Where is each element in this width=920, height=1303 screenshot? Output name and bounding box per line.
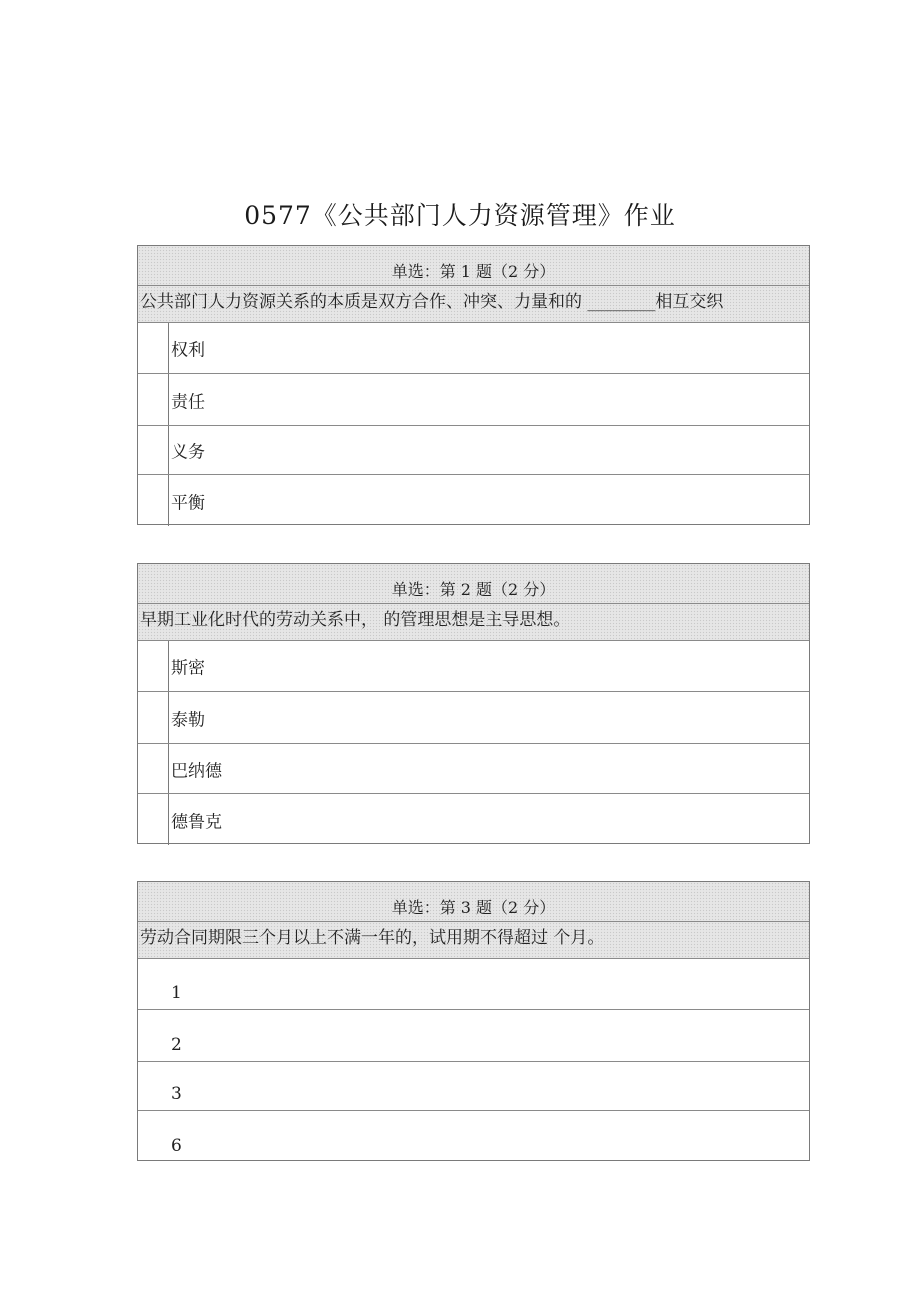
question-3 — [137, 881, 810, 1161]
option-label: 2 — [171, 1035, 182, 1055]
option-row[interactable] — [138, 794, 809, 845]
option-label: 3 — [171, 1084, 182, 1104]
question-header-text: 单选：第 1 题（2 分） — [391, 262, 556, 281]
option-marker-cell[interactable] — [168, 374, 169, 425]
question-stem — [138, 604, 809, 641]
question-stem — [138, 286, 809, 323]
option-row[interactable] — [138, 959, 809, 1010]
option-row[interactable] — [138, 475, 809, 526]
question-header-text: 单选：第 3 题（2 分） — [391, 898, 556, 917]
option-marker-cell[interactable] — [168, 641, 169, 691]
question-stem-text: 劳动合同期限三个月以上不满一年的，试用期不得超过 个月。 — [140, 928, 605, 948]
option-label: 德鲁克 — [171, 812, 222, 832]
option-row[interactable] — [138, 641, 809, 692]
question-stem — [138, 922, 809, 959]
option-row[interactable] — [138, 323, 809, 374]
option-label: 义务 — [171, 442, 205, 463]
question-header — [138, 564, 809, 604]
option-row[interactable] — [138, 374, 809, 426]
question-header-text: 单选：第 2 题（2 分） — [391, 580, 556, 599]
option-row[interactable] — [138, 692, 809, 744]
option-marker-cell[interactable] — [168, 692, 169, 743]
option-label: 责任 — [171, 392, 205, 412]
option-row[interactable] — [138, 744, 809, 794]
option-label: 巴纳德 — [171, 761, 222, 781]
option-marker-cell[interactable] — [168, 426, 169, 474]
question-2 — [137, 563, 810, 844]
question-stem-text: 早期工业化时代的劳动关系中， 的管理思想是主导思想。 — [140, 610, 571, 630]
option-marker-cell[interactable] — [168, 475, 169, 526]
option-row[interactable] — [138, 1062, 809, 1111]
question-header — [138, 246, 809, 286]
document-title: 0577《公共部门人力资源管理》作业 — [244, 201, 676, 230]
option-marker-cell[interactable] — [168, 744, 169, 793]
option-row[interactable] — [138, 426, 809, 475]
option-label: 权利 — [171, 340, 205, 361]
option-label: 平衡 — [171, 493, 205, 513]
question-1 — [137, 245, 810, 525]
option-row[interactable] — [138, 1111, 809, 1162]
option-marker-cell[interactable] — [168, 323, 169, 373]
question-header — [138, 882, 809, 922]
option-marker-cell[interactable] — [168, 794, 169, 845]
option-label: 1 — [171, 983, 182, 1003]
option-row[interactable] — [138, 1010, 809, 1062]
question-stem-text: 公共部门人力资源关系的本质是双方合作、冲突、力量和的 ________相互交织 — [140, 292, 724, 312]
option-label: 泰勒 — [171, 710, 205, 730]
option-label: 斯密 — [171, 658, 205, 679]
option-label: 6 — [171, 1136, 182, 1156]
